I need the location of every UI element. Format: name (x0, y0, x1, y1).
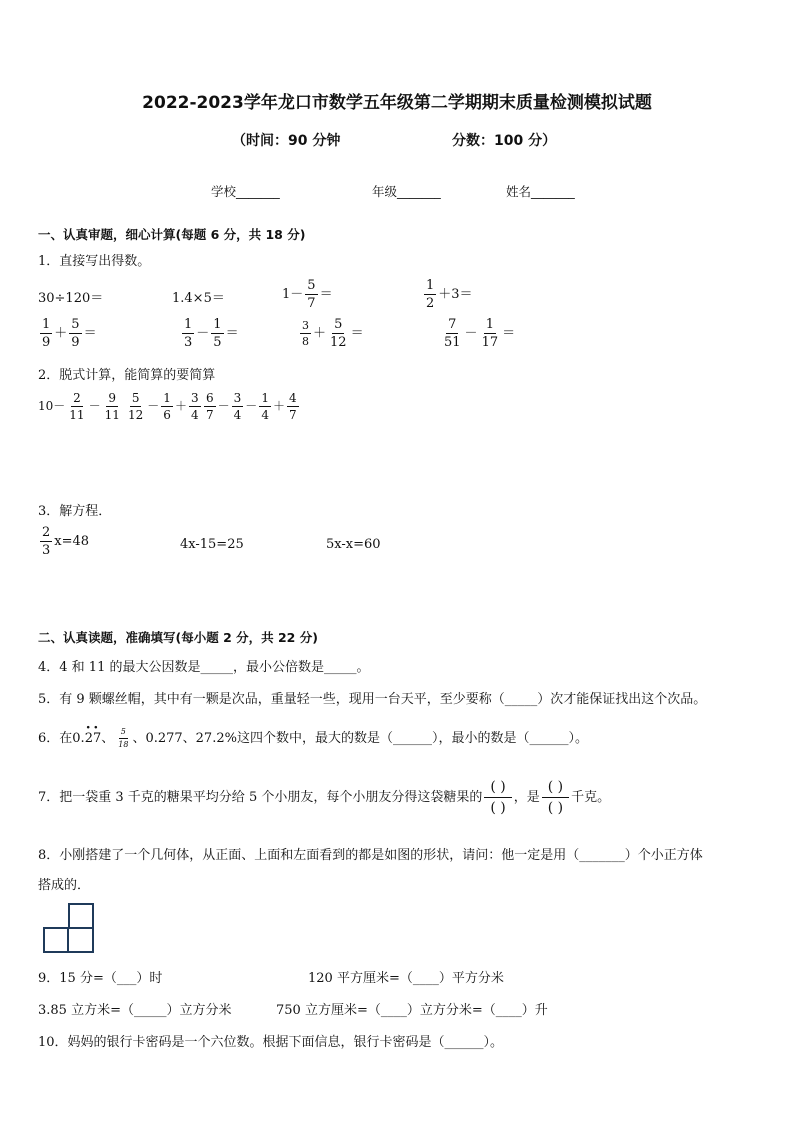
calc-item: 1.4×5＝ (172, 291, 225, 306)
cube-bottom-right (67, 927, 94, 953)
question-3-label: 3．解方程． (38, 504, 112, 519)
question-4: 4．4 和 11 的最大公因数是_____，最小公倍数是_____。 (38, 660, 370, 675)
calc-item: $\frac{1}{9}$ ＋ $\frac{5}{9}$ ＝ (42, 317, 97, 350)
page-title: 2022-2023学年龙口市数学五年级第二学期期末质量检测模拟试题 (142, 93, 652, 113)
equation: 4x-15=25 (180, 537, 244, 552)
calc-item: $\frac{7}{51}$ － $\frac{1}{17}$ ＝ (444, 317, 516, 350)
question-9-a: 9．15 分=（___）时 (38, 971, 163, 986)
calc-item: 30÷120＝ (38, 291, 104, 306)
question-1-label: 1．直接写出得数。 (38, 254, 151, 269)
question-6: 6．在0.· · 27、 $\frac{5}{18}$ 、0.277、27.2%这四个数中，最大的数是（______），最小的数是（______）。 (38, 727, 588, 749)
calc-item: 1－ $\frac{5}{7}$ ＝ (282, 278, 333, 311)
exam-time: （时间：90 分钟 (232, 133, 341, 149)
equation: $\frac{2}{3}$ x=48 (42, 525, 90, 558)
calc-item: $\frac{3}{8}$ ＋ $\frac{5}{12}$ ＝ (302, 317, 364, 350)
name-field: 姓名_______ (506, 184, 575, 199)
question-2-label: 2．脱式计算，能简算的要简算 (38, 368, 216, 383)
school-field: 学校_______ (211, 184, 280, 199)
question-5: 5．有 9 颗螺丝帽，其中有一颗是次品，重量轻一些，现用一台天平，至少要称（_____）次才能保证找出这个次品。 (38, 692, 707, 707)
equation: 5x-x=60 (326, 537, 381, 552)
question-7: 7．把一袋重 3 千克的糖果平均分给 5 个小朋友，每个小朋友分得这袋糖果的 ( ) ( ) ，是 ( ) ( ) 千克。 (38, 779, 611, 816)
cube-top (68, 903, 94, 929)
cube-bottom-left (43, 927, 69, 953)
calc-expression: $\frac{5}{12}$ － $\frac{1}{6}$ ＋ $\frac{3}{4}$ (128, 391, 199, 422)
calc-expression: $\frac{6}{7}$ － $\frac{3}{4}$ － $\frac{1}{4}$ ＋ $\frac{4}{7}$ (206, 391, 297, 422)
question-10: 10．妈妈的银行卡密码是一个六位数。根据下面信息，银行卡密码是（______）。 (38, 1035, 504, 1050)
section-heading: 二、认真读题，准确填写(每小题 2 分，共 22 分) (38, 630, 318, 645)
calc-item: $\frac{1}{3}$ － $\frac{1}{5}$ ＝ (184, 317, 239, 350)
calc-item: $\frac{1}{2}$ ＋3＝ (426, 278, 473, 311)
section-heading: 一、认真审题，细心计算(每题 6 分，共 18 分) (38, 227, 306, 242)
grade-field: 年级_______ (372, 184, 441, 199)
question-9-d: 750 立方厘米=（____）立方分米=（____）升 (276, 1003, 548, 1018)
question-9-b: 120 平方厘米=（____）平方分米 (308, 971, 504, 986)
question-8-line2: 搭成的． (38, 878, 91, 893)
question-9-c: 3.85 立方米=（_____）立方分米 (38, 1003, 232, 1018)
exam-score: 分数：100 分） (452, 133, 557, 149)
calc-expression: 10－ $\frac{2}{11}$ － $\frac{9}{11}$ (38, 391, 120, 422)
question-8-line1: 8．小刚搭建了一个几何体，从正面、上面和左面看到的都是如图的形状，请问：他一定是用（_______）个小正方体 (38, 848, 703, 863)
